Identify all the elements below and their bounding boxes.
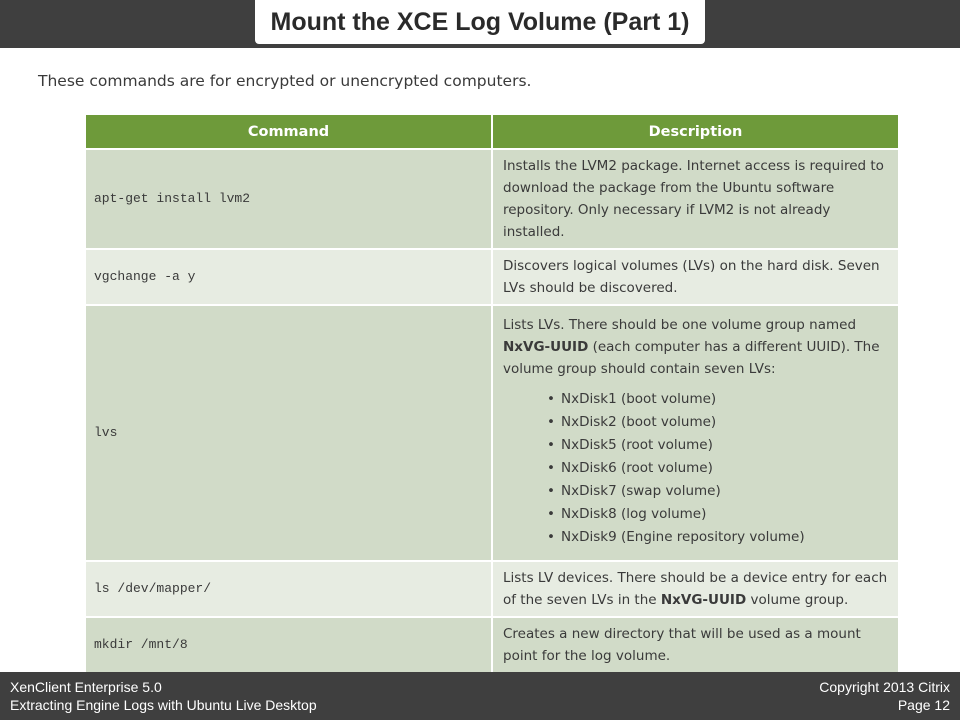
bullet-icon: • [547,436,555,453]
list-item-label: NxDisk2 (boot volume) [561,413,717,430]
bullet-icon: • [547,390,555,407]
command-cell: mkdir /mnt/8 [86,617,492,672]
volume-group-name: NxVG-UUID [660,592,747,608]
description-text-part: Lists LVs. There should be one volume group named [503,316,857,333]
column-header-description: Description [492,115,898,149]
description-text-part: volume group. [746,592,849,608]
command-cell: ls /dev/mapper/ [86,561,492,617]
list-item-label: NxDisk8 (log volume) [561,505,707,522]
list-item-label: NxDisk5 (root volume) [561,436,713,453]
copyright-text: Copyright 2013 Citrix [819,679,950,695]
command-cell: lvs [86,305,492,561]
description-text [503,314,888,380]
bullet-icon: • [547,413,555,430]
lv-list [547,388,888,549]
column-header-command: Command [86,115,492,149]
command-table [86,115,898,672]
description-text-part: (each computer has a different UUID). The volume group should contain seven LVs: [503,338,880,377]
bullet-icon: • [547,505,555,522]
command-cell: apt-get install lvm2 [86,149,492,249]
list-item-label: NxDisk9 (Engine repository volume) [561,528,805,545]
list-item [547,434,888,457]
list-item [547,526,888,549]
description-cell: Installs the LVM2 package. Internet access is required to download the package from the Ubuntu software repository. Only necessary if LVM2 is not already installed. [492,149,898,249]
footer-right [819,678,950,714]
table-header-row [86,115,898,149]
document-title: Extracting Engine Logs with Ubuntu Live Desktop [10,697,317,713]
description-cell [492,305,898,561]
list-item [547,411,888,434]
command-cell: vgchange -a y [86,249,492,305]
page-number: Page 12 [897,697,950,713]
table-row [86,617,898,672]
description-text-part: Lists LV devices. There should be a device entry for each of the seven LVs in the [503,570,888,608]
slide-title: Mount the XCE Log Volume (Part 1) [255,0,706,44]
list-item [547,503,888,526]
volume-group-name: NxVG-UUID [503,338,589,355]
table-row [86,249,898,305]
description-cell: Creates a new directory that will be used as a mount point for the log volume. [492,617,898,672]
table-row [86,149,898,249]
list-item [547,480,888,503]
footer-bar [0,672,960,720]
list-item [547,457,888,480]
description-cell: Discovers logical volumes (LVs) on the hard disk. Seven LVs should be discovered. [492,249,898,305]
list-item [547,388,888,411]
list-item-label: NxDisk6 (root volume) [561,459,713,476]
product-name: XenClient Enterprise 5.0 [10,679,162,695]
description-cell [492,561,898,617]
list-item-label: NxDisk1 (boot volume) [561,390,717,407]
list-item-label: NxDisk7 (swap volume) [561,482,721,499]
table-row [86,305,898,561]
bullet-icon: • [547,459,555,476]
bullet-icon: • [547,482,555,499]
slide-subtitle: These commands are for encrypted or unencrypted computers. [38,72,532,90]
title-bar [0,0,960,48]
bullet-icon: • [547,528,555,545]
footer-left [10,678,317,714]
table-row [86,561,898,617]
